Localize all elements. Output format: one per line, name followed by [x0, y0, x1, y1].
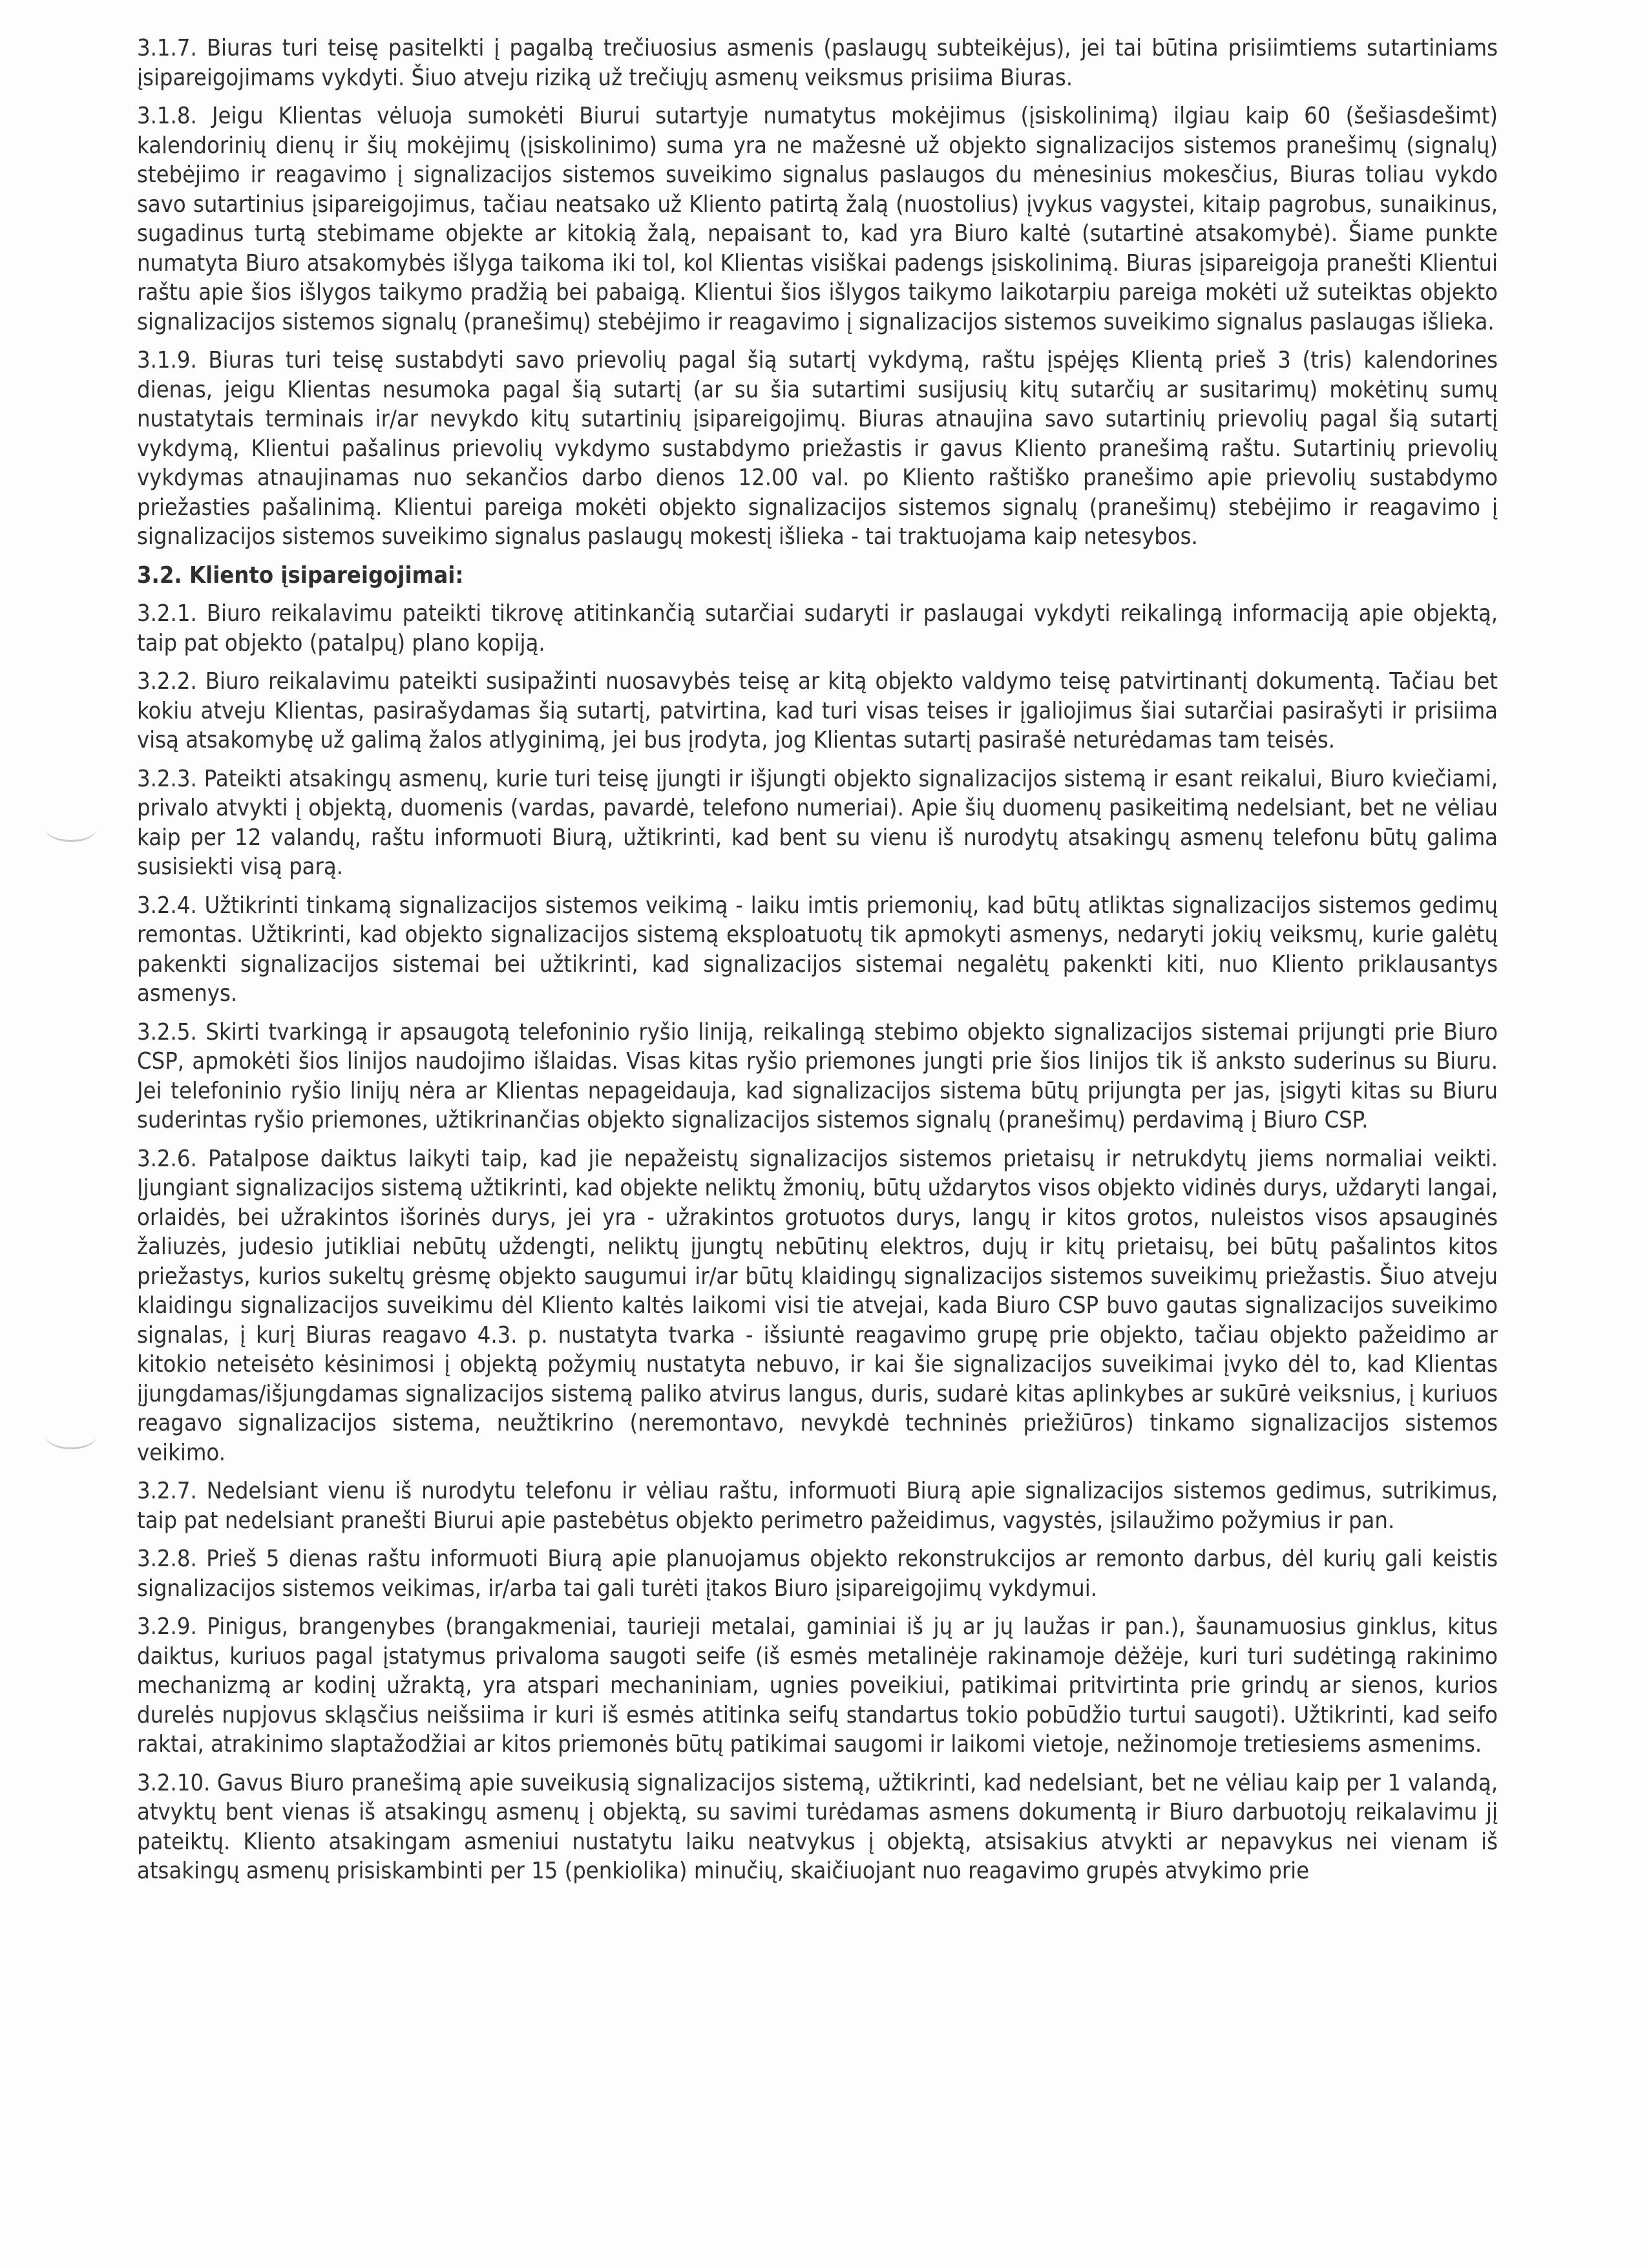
clause-3-2-2: 3.2.2. Biuro reikalavimu pateikti susipažinti nuosavybės teisę ar kitą objekto valdymo teisę patvirtinantį dokumentą. Tačiau bet kokiu atveju Klientas, pasirašydamas šią sutartį, patvirtina, kad turi visas teises ir įgaliojimus šiai sutarčiai pasirašyti ir prisiima visą atsakomybę už galimą žalos atlyginimą, jei bus įrodyta, jog Klientas sutartį pasirašė neturėdamas tam teisės. [137, 668, 1498, 753]
clause-3-2-7: 3.2.7. Nedelsiant vienu iš nurodytu telefonu ir vėliau raštu, informuoti Biurą apie signalizacijos sistemos gedimus, sutrikimus, taip pat nedelsiant pranešti Biurui apie pastebėtus objekto perimetro pažeidimus, vagystės, įsilaužimo požymius ir pan. [137, 1478, 1498, 1534]
contract-page [137, 34, 1498, 1895]
punch-hole-mark [45, 814, 97, 842]
clause-3-2-5: 3.2.5. Skirti tvarkingą ir apsaugotą telefoninio ryšio liniją, reikalingą stebimo objekto signalizacijos sistemai prijungti prie Biuro CSP, apmokėti šios linijos naudojimo išlaidas. Visas kitas ryšio priemones jungti prie šios linijos tik iš anksto suderinus su Biuru. Jei telefoninio ryšio linijų nėra ar Klientas nepageidauja, kad signalizacijos sistema būtų prijungta per jas, įsigyti kitas su Biuru suderintas ryšio priemones, užtikrinančias objekto signalizacijos sistemos signalų (pranešimų) perdavimą į Biuro CSP. [137, 1018, 1498, 1133]
clause-3-2-4: 3.2.4. Užtikrinti tinkamą signalizacijos sistemos veikimą - laiku imtis priemonių, kad būtų atliktas signalizacijos sistemos gedimų remontas. Užtikrinti, kad objekto signalizacijos sistemą eksploatuotų tik apmokyti asmenys, nedaryti jokių veiksmų, kurie galėtų pakenkti signalizacijos sistemai bei užtikrinti, kad signalizacijos sistemai negalėtų pakenkti kiti, nuo Kliento priklausantys asmenys. [137, 892, 1498, 1007]
clause-3-1-9: 3.1.9. Biuras turi teisę sustabdyti savo prievolių pagal šią sutartį vykdymą, raštu įspėjęs Klientą prieš 3 (tris) kalendorines dienas, jeigu Klientas nesumoka pagal šią sutartį (ar su šia sutartimi susijusių kitų sutarčių ar susitarimų) mokėtinų sumų nustatytais terminais ir/ar nevykdo kitų sutartinių įsipareigojimų. Biuras atnaujina savo sutartinių prievolių pagal šią sutartį vykdymą, Klientui pašalinus prievolių vykdymo sustabdymo priežastis ir gavus Kliento pranešimą raštu. Sutartinių prievolių vykdymas atnaujinamas nuo sekančios darbo dienos 12.00 val. po Kliento raštiško pranešimo apie prievolių sustabdymo priežasties pašalinimą. Klientui pareiga mokėti objekto signalizacijos sistemos signalų (pranešimų) stebėjimo ir reagavimo į signalizacijos sistemos suveikimo signalus paslaugų mokestį išlieka - tai traktuojama kaip netesybos. [137, 347, 1498, 550]
clause-3-2-8: 3.2.8. Prieš 5 dienas raštu informuoti Biurą apie planuojamus objekto rekonstrukcijos ar remonto darbus, dėl kurių gali keistis signalizacijos sistemos veikimas, ir/arba tai gali turėti įtakos Biuro įsipareigojimų vykdymui. [137, 1546, 1498, 1602]
clause-3-2-1: 3.2.1. Biuro reikalavimu pateikti tikrovę atitinkančią sutarčiai sudaryti ir paslaugai vykdyti reikalingą informaciją apie objektą, taip pat objekto (patalpų) plano kopiją. [137, 600, 1498, 656]
clause-3-2-3: 3.2.3. Pateikti atsakingų asmenų, kurie turi teisę įjungti ir išjungti objekto signalizacijos sistemą ir esant reikalui, Biuro kviečiami, privalo atvykti į objektą, duomenis (vardas, pavardė, telefono numeriai). Apie šių duomenų pasikeitimą nedelsiant, bet ne vėliau kaip per 12 valandų, raštu informuoti Biurą, užtikrinti, kad bent su vienu iš nurodytų atsakingų asmenų telefonu būtų galima susisiekti visą parą. [137, 765, 1498, 880]
clause-3-2-6: 3.2.6. Patalpose daiktus laikyti taip, kad jie nepažeistų signalizacijos sistemos prietaisų ir netrukdytų jiems normaliai veikti. Įjungiant signalizacijos sistemą užtikrinti, kad objekte neliktų žmonių, būtų uždarytos visos objekto vidinės durys, uždaryti langai, orlaidės, bei užrakintos išorinės durys, jei yra - užrakintos grotuotos durys, langų ir kitos grotos, nuleistos visos apsauginės žaliuzės, judesio jutikliai nebūtų uždengti, neliktų įjungtų nebūtinų elektros, dujų ir kitų prietaisų, bei būtų pašalintos kitos priežastys, kurios sukeltų grėsmę objekto saugumui ir/ar būtų klaidingų signalizacijos sistemos suveikimų priežastis. Šiuo atveju klaidingu signalizacijos suveikimu dėl Kliento kaltės laikomi visi tie atvejai, kada Biuro CSP buvo gautas signalizacijos suveikimo signalas, į kurį Biuras reagavo 4.3. p. nustatyta tvarka - išsiuntė reagavimo grupę prie objekto, tačiau objekto pažeidimo ar kitokio neteisėto kėsinimosi į objektą požymių nustatyta nebuvo, ir kai šie signalizacijos suveikimai įvyko dėl to, kad Klientas įjungdamas/išjungdamas signalizacijos sistemą paliko atvirus langus, duris, sudarė kitas aplinkybes ar sukūrė veiksnius, į kuriuos reagavo signalizacijos sistema, neužtikrino (neremontavo, nevykdė techninės priežiūros) tinkamo signalizacijos sistemos veikimo. [137, 1145, 1498, 1466]
section-heading: 3.2. Kliento įsipareigojimai: [137, 562, 464, 589]
punch-hole-mark [45, 1422, 97, 1449]
clause-3-2-9: 3.2.9. Pinigus, brangenybes (brangakmeniai, taurieji metalai, gaminiai iš jų ar jų laužas ir pan.), šaunamuosius ginklus, kitus daiktus, kuriuos pagal įstatymus privaloma saugoti seife (iš esmės metalinėje rakinamoje dėžėje, kuri turi sudėtingą rakinimo mechanizmą ar kodinį užraktą, yra atspari mechaniniam, ugnies poveikiui, patikimai pritvirtinta prie grindų ar sienos, kurios durelės nupjovus skląsčius neišsiima ir kuri iš esmės atitinka seifų standartus tokio pobūdžio turtui saugoti). Užtikrinti, kad seifo raktai, atrakinimo slaptažodžiai ar kitos priemonės būtų patikimai saugomi ir laikomi vietoje, nežinomoje tretiesiems asmenims. [137, 1613, 1498, 1758]
clause-3-1-8: 3.1.8. Jeigu Klientas vėluoja sumokėti Biurui sutartyje numatytus mokėjimus (įsiskolinimą) ilgiau kaip 60 (šešiasdešimt) kalendorinių dienų ir šių mokėjimų (įsiskolinimo) suma yra ne mažesnė už objekto signalizacijos sistemos pranešimų (signalų) stebėjimo ir reagavimo į signalizacijos sistemos suveikimo signalus paslaugos du mėnesinius mokesčius, Biuras toliau vykdo savo sutartinius įsipareigojimus, tačiau neatsako už Kliento patirtą žalą (nuostolius) įvykus vagystei, kitaip pagrobus, sunaikinus, sugadinus turtą stebimame objekte ar kitokią žalą, nepaisant to, kad yra Biuro kaltė (sutartinė atsakomybė). Šiame punkte numatyta Biuro atsakomybės išlyga taikoma iki tol, kol Klientas visiškai padengs įsiskolinimą. Biuras įsipareigoja pranešti Klientui raštu apie šios išlygos taikymo pradžią bei pabaigą. Klientui šios išlygos taikymo laikotarpiu pareiga mokėti už suteiktas objekto signalizacijos sistemos signalų (pranešimų) stebėjimo ir reagavimo į signalizacijos sistemos suveikimo signalus paslaugas išlieka. [137, 103, 1498, 335]
clause-3-1-7: 3.1.7. Biuras turi teisę pasitelkti į pagalbą trečiuosius asmenis (paslaugų subteikėjus), jei tai būtina prisiimtiems sutartiniams įsipareigojimams vykdyti. Šiuo atveju riziką už trečiųjų asmenų veiksmus prisiima Biuras. [137, 35, 1498, 91]
clause-3-2-10: 3.2.10. Gavus Biuro pranešimą apie suveikusią signalizacijos sistemą, užtikrinti, kad nedelsiant, bet ne vėliau kaip per 1 valandą, atvyktų bent vienas iš atsakingų asmenų į objektą, su savimi turėdamas asmens dokumentą ir Biuro darbuotojų reikalavimu jį pateiktų. Kliento atsakingam asmeniui nustatytu laiku neatvykus į objektą, atsisakius atvykti ar nepavykus nei vienam iš atsakingų asmenų prisiskambinti per 15 (penkiolika) minučių, skaičiuojant nuo reagavimo grupės atvykimo prie [137, 1769, 1498, 1884]
